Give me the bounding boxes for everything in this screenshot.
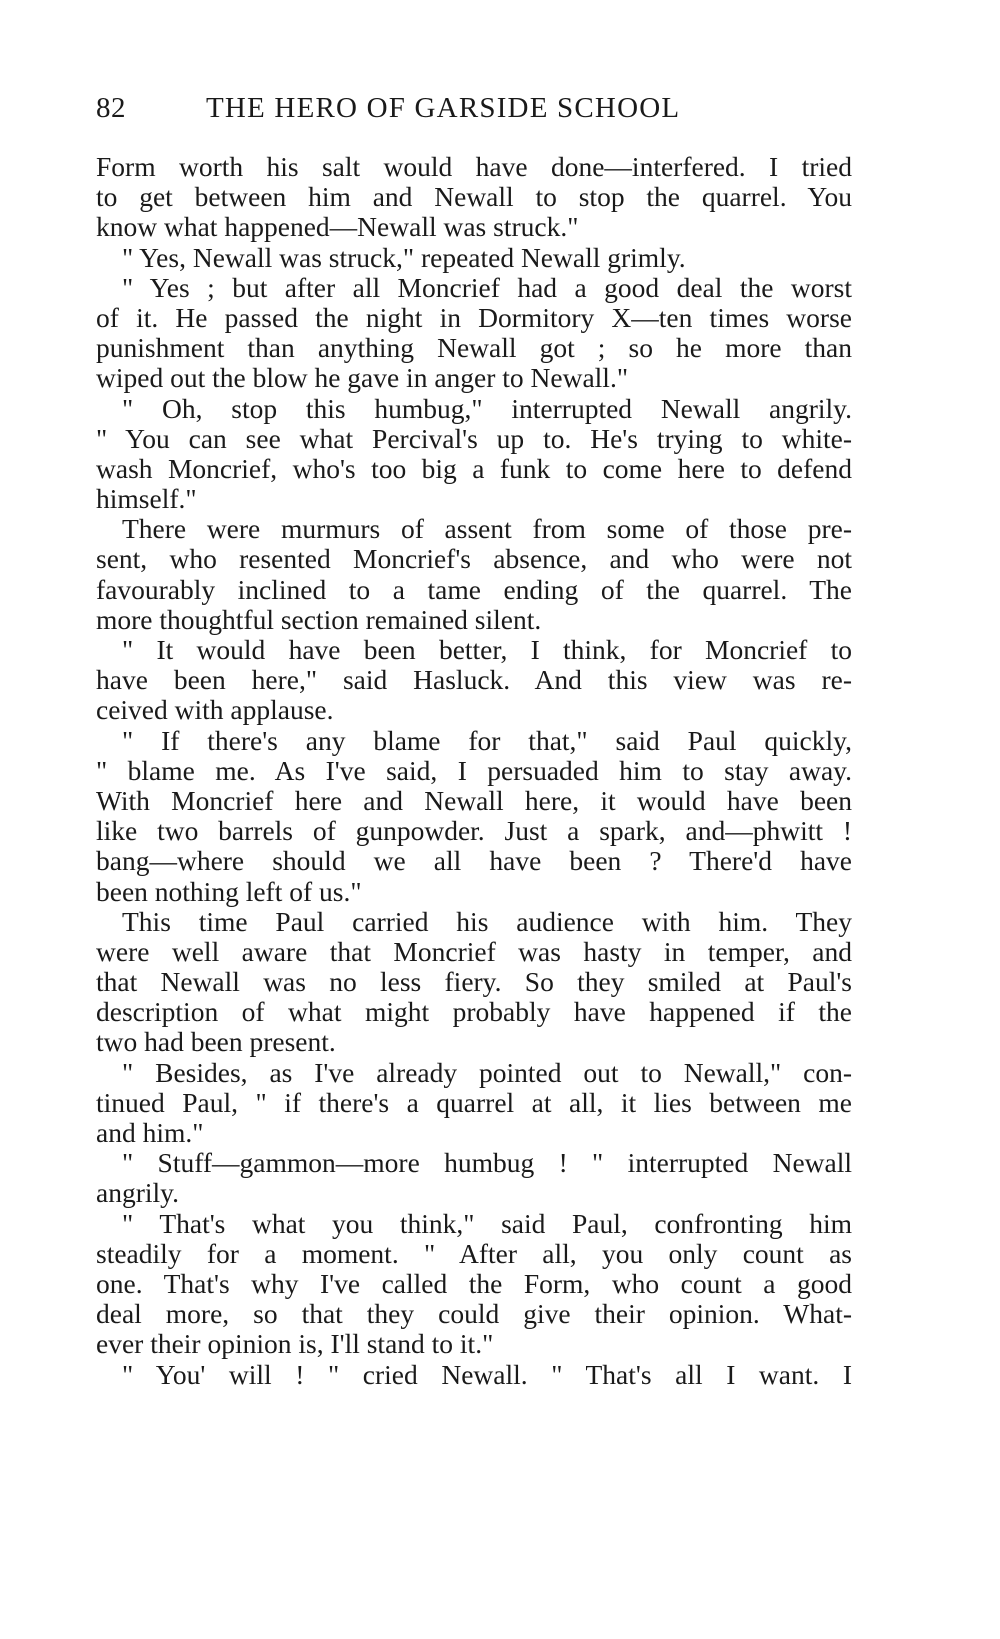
text-line: " That's what you think," said Paul, confronting him [122,1208,852,1239]
text-line: one. That's why I've called the Form, who count a good [96,1268,852,1299]
text-line: more thoughtful section remained silent. [96,604,542,635]
text-line: With Moncrief here and Newall here, it would have been [96,785,852,816]
text-line: ceived with applause. [96,695,334,726]
text-line: There were murmurs of assent from some of those pre- [122,514,852,545]
text-line: " It would have been better, I think, for Moncrief to [122,635,852,665]
text-line: " Stuff—gammon—more humbug ! " interrupted Newall [122,1148,852,1179]
text-line: know what happened—Newall was struck." [96,212,579,243]
text-line: deal more, so that they could give their opinion. What- [96,1299,852,1330]
text-line: " Yes, Newall was struck," repeated Newall grimly. [122,242,686,273]
text-line: like two barrels of gunpowder. Just a spark, and—phwitt ! [96,816,852,847]
text-line: were well aware that Moncrief was hasty in temper, and [96,936,852,967]
text-line: been nothing left of us." [96,876,362,907]
text-line: wash Moncrief, who's too big a funk to come here to defend [96,453,852,484]
text-line: " You can see what Percival's up to. He's trying to white- [96,423,852,454]
text-line: This time Paul carried his audience with him. They [122,906,852,937]
text-line: two had been present. [96,1027,336,1058]
text-line: " If there's any blame for that," said Paul quickly, [122,725,852,756]
text-line: tinued Paul, " if there's a quarrel at all, it lies between me [96,1087,852,1118]
page-number: 82 [96,92,126,124]
text-line: " blame me. As I've said, I persuaded him to stay away. [96,755,852,786]
running-head [96,92,856,132]
text-line: ever their opinion is, I'll stand to it." [96,1329,494,1360]
text-line: to get between him and Newall to stop the quarrel. You [96,182,852,213]
text-line: have been here," said Hasluck. And this view was re- [96,665,852,696]
text-line: description of what might probably have happened if the [96,997,852,1028]
text-line: himself." [96,484,197,515]
text-line: of it. He passed the night in Dormitory X—ten times worse [96,302,852,333]
text-line: bang—where should we all have been ? There'd have [96,846,852,877]
text-line: angrily. [96,1178,179,1209]
text-line: favourably inclined to a tame ending of the quarrel. The [96,574,852,605]
text-line: " Yes ; but after all Moncrief had a good deal the worst [122,272,852,303]
text-line: " Oh, stop this humbug," interrupted Newall angrily. [122,393,852,424]
text-line: wiped out the blow he gave in anger to Newall." [96,363,629,394]
text-line: " Besides, as I've already pointed out to Newall," con- [122,1057,852,1088]
text-line: and him." [96,1118,204,1148]
text-line: Form worth his salt would have done—interfered. I tried [96,152,852,182]
book-title: THE HERO OF GARSIDE SCHOOL [206,92,681,124]
body-text [96,152,852,1390]
text-line: " You' will ! " cried Newall. " That's all I want. I [122,1359,852,1390]
text-line: steadily for a moment. " After all, you only count as [96,1238,852,1269]
text-line: punishment than anything Newall got ; so he more than [96,333,852,364]
text-line: that Newall was no less fiery. So they smiled at Paul's [96,967,852,998]
text-line: sent, who resented Moncrief's absence, and who were not [96,544,852,575]
